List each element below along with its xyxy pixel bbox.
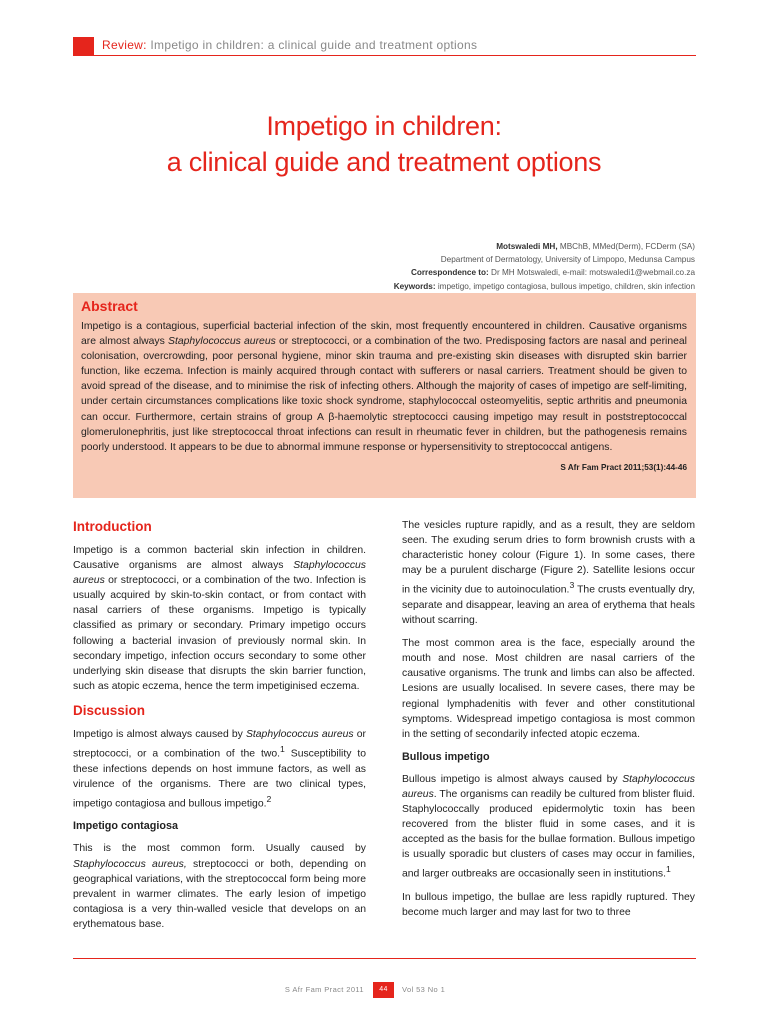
disc-ref-1: 1: [280, 744, 285, 755]
bullae-paragraph: In bullous impetigo, the bullae are less rapidly ruptured. They become much larger and may last for two to three: [402, 892, 695, 919]
page-number-badge: 44: [373, 982, 394, 998]
p3-text-italic: Staphylococcus aureus: [402, 773, 695, 800]
title-line-2: a clinical guide and treatment options: [166, 147, 602, 177]
vesicles-paragraph: [402, 518, 695, 628]
correspondence-line: [394, 266, 695, 279]
introduction-paragraph: [73, 543, 366, 694]
author-department: Department of Dermatology, University of Limpopo, Medunsa Campus: [440, 255, 695, 265]
running-header: [102, 38, 477, 52]
article-title: [0, 108, 768, 180]
title-line-1: Impetigo in children:: [266, 111, 502, 141]
author-line: [394, 240, 695, 253]
abstract-text-a: Impetigo is a contagious, superficial bacterial infection of the skin, most frequently encountered in children. Causative organisms are almost always: [81, 321, 687, 348]
intro-text-italic: Staphylococcus aureus: [73, 560, 366, 587]
footer-volume: Vol 53 No 1: [402, 985, 446, 994]
abstract-citation: S Afr Fam Pract 2011;53(1):44-46: [560, 462, 687, 472]
author-name: Motswaledi MH,: [496, 242, 558, 251]
header-red-block: [73, 37, 94, 56]
cont-text-italic: Staphylococcus aureus,: [73, 858, 187, 870]
disc-text-italic: Staphylococcus aureus: [245, 728, 354, 740]
cont-text-b: streptococci or both, depending on geographical variations, with the streptococcal form being more prevalent in warmer climates. The early lesion of impetigo contagiosa is a very thin-walled vesicle that develops on an erythematous base.: [73, 858, 366, 930]
abstract-heading: Abstract: [81, 298, 138, 314]
contagiosa-paragraph: [73, 841, 366, 932]
page-footer: [0, 982, 768, 998]
keywords-line: [394, 280, 695, 293]
correspondence-label: Correspondence to:: [410, 268, 489, 278]
p1-text-a: The vesicles rupture rapidly, and as a result, they are seldom seen. The exuding serum dries to form brownish crusts with a characteristic honey colour (Figure 1). In some cases, there may be a purulent discharge (Figure 2). Satellite lesions occur in the vicinity due to autoinoculation.: [402, 520, 695, 596]
keywords-label: Keywords:: [393, 281, 436, 291]
footer-journal: S Afr Fam Pract 2011: [284, 985, 364, 994]
discussion-heading: Discussion: [73, 702, 146, 718]
p1-ref: 3: [569, 580, 575, 591]
intro-text-a: Impetigo is a common bacterial skin infection in children. Causative organisms are almost always: [73, 545, 366, 572]
bullous-paragraph: [402, 772, 695, 882]
introduction-heading: Introduction: [73, 519, 152, 534]
cont-text-a: This is the most common form. Usually caused by: [73, 843, 366, 855]
abstract-text: [81, 319, 687, 455]
common-area-paragraph: The most common area is the face, especially around the mouth and nose. Most children are nasal carriers of the causative organisms. The trunk and limbs can also be affected. Lesions are usually localised. In severe cases, there may be regional lymphadenitis with fever and other constitutional symptoms. Widespread impetigo contagiosa is most common in the setting of secondarily infected atopic eczema.: [402, 638, 695, 740]
disc-text-a: Impetigo is almost always caused by: [73, 728, 246, 740]
abstract-box: [73, 293, 696, 498]
disc-text-b: or streptococci, or a combination of the two.: [73, 728, 366, 760]
correspondence-text: Dr MH Motswaledi, e-mail: motswaledi1@webmail.co.za: [491, 268, 695, 278]
disc-ref-2: 2: [266, 793, 272, 804]
p3-text-b: . The organisms can readily be cultured from blister fluid. Staphylococcally produced epidermolytic toxin has been recovered from the blister fluid in some cases, and it is accepted as the basis for the bullae formation. Bullous impetigo is usually sporadic but clusters of cases may occur in families, and larger outbreaks are occasionally seen in institutions.: [402, 788, 695, 880]
abstract-text-b: or streptococci, or a combination of the two. Predisposing factors are nasal and perineal colonisation, overcrowding, poor personal hygiene, minor skin trauma and pre-existing skin diseases with disrupted skin barrier function, like eczema. Infection is mainly acquired through contact with sufferers or nasal carriers. Treatment should be given to avoid spread of the disease, and to minimise the risk of infecting others. Although the majority of cases of impetigo are self-limiting, under certain circumstances complications like toxic shock syndrome, staphylococcal osteomyelitis, septic arthritis and pneumonia can occur. Furthermore, certain strains of group A β-haemolytic streptococci causing impetigo may result in poststreptococcal glomerulonephritis, just like streptococcal throat infections can result in rheumatic fever in children, but the pathogenesis remains poorly understood. It appears to be due to abnormal immune response or hypersensitivity to streptococcal antigens.: [81, 336, 687, 453]
p1-text-b: The crusts eventually dry, separate and disappear, leaving an area of erythema that heals without scarring.: [402, 584, 695, 627]
abstract-text-italic: Staphylococcus aureus: [168, 336, 276, 348]
disc-text-c: Susceptibility to these infections depends on host immune factors, as well as virulence of the organisms. There are two clinical types, impetigo contagiosa and bullous impetigo.: [73, 748, 366, 810]
keywords-text: impetigo, impetigo contagiosa, bullous impetigo, children, skin infection: [437, 281, 695, 291]
intro-text-b: or streptococci, or a combination of the two. Infection is usually acquired by skin-to-skin contact, or from contact with nasal carriers of these organisms. Impetigo is typically classified as primary or secondary. Primary impetigo occurs following a bacterial invasion of previously normal skin. In secondary impetigo, infection occurs secondary to some other underlying skin disease that disrupts the skin barrier function, such as atopic eczema, hence the term impetiginised eczema.: [73, 575, 366, 692]
discussion-paragraph: [73, 727, 366, 811]
right-column: [402, 518, 695, 928]
left-column: [73, 518, 366, 940]
header-rule: [73, 55, 696, 56]
author-block: [394, 240, 695, 293]
p3-ref: 1: [665, 864, 671, 875]
footer-rule: [73, 958, 696, 959]
running-title: Impetigo in children: a clinical guide and treatment options: [150, 38, 478, 52]
p3-text-a: Bullous impetigo is almost always caused by: [402, 773, 623, 785]
bullous-heading: Bullous impetigo: [402, 750, 490, 763]
review-label: Review:: [102, 38, 147, 52]
contagiosa-heading: Impetigo contagiosa: [73, 820, 178, 833]
author-degrees: MBChB, MMed(Derm), FCDerm (SA): [559, 242, 695, 251]
